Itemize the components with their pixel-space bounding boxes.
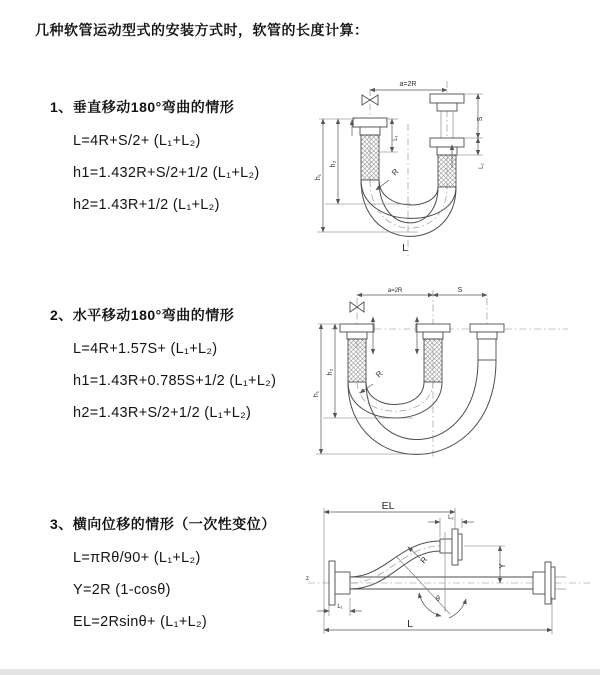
radius-leader bbox=[376, 180, 389, 190]
formula-line: h2=1.43R+S/2+1/2 (L₁+L₂) bbox=[73, 405, 252, 421]
section-1 bbox=[50, 97, 320, 221]
section-2-heading: 2、水平移动180°弯曲的情形 bbox=[50, 307, 235, 323]
axis-mark-label: z bbox=[306, 576, 309, 582]
diagram-vertical-180-bend bbox=[313, 72, 590, 267]
braided-hose-leg bbox=[361, 135, 379, 180]
hose-leg bbox=[478, 339, 496, 360]
construction-line bbox=[396, 556, 450, 614]
braided-hose-leg bbox=[438, 155, 456, 187]
dim-label-h1: h₁ bbox=[315, 173, 322, 181]
section-3 bbox=[50, 514, 320, 638]
angle-label: θ bbox=[436, 596, 440, 603]
right-flange bbox=[470, 324, 504, 339]
dim-label-a2r: a=2R bbox=[399, 81, 417, 88]
u-bend-hose bbox=[361, 180, 456, 236]
formula-line: EL=2Rsinθ+ (L₁+L₂) bbox=[73, 614, 208, 630]
formula-line: h1=1.43R+0.785S+1/2 (L₁+L₂) bbox=[73, 373, 277, 389]
diagram-horizontal-180-bend bbox=[313, 282, 592, 467]
dim-label-s: S bbox=[457, 287, 463, 294]
middle-flange bbox=[416, 324, 450, 339]
dim-label-l1: L₁ bbox=[337, 604, 343, 610]
right-flange-upper bbox=[430, 94, 464, 111]
dim-label-el: EL bbox=[381, 500, 395, 512]
dim-label-a2r: a=2R bbox=[387, 288, 403, 294]
section-2 bbox=[50, 305, 320, 429]
dim-label-h2: h₂ bbox=[327, 368, 334, 376]
dim-label-l2: L₂ bbox=[479, 163, 485, 169]
braided-hose-leg bbox=[348, 339, 366, 382]
formula-line: L=4R+1.57S+ (L₁+L₂) bbox=[73, 341, 218, 357]
u-bend-hose bbox=[348, 360, 496, 454]
formula-line: L=πRθ/90+ (L₁+L₂) bbox=[73, 550, 201, 566]
section-1-heading: 1、垂直移动180°弯曲的情形 bbox=[50, 99, 235, 115]
dim-label-l1: L₁ bbox=[393, 135, 399, 141]
radius-leader bbox=[408, 547, 420, 558]
section-3-formulas bbox=[73, 542, 320, 638]
left-flange bbox=[353, 118, 387, 135]
radius-label: R bbox=[418, 555, 430, 566]
dim-label-h2: h₂ bbox=[330, 160, 337, 168]
radius-label: R bbox=[390, 166, 401, 178]
dim-label-l2: L₂ bbox=[448, 515, 454, 521]
dim-label-h1: h₁ bbox=[313, 390, 320, 398]
radius-label: R bbox=[374, 368, 385, 380]
formula-line: h1=1.432R+S/2+1/2 (L₁+L₂) bbox=[73, 165, 260, 181]
section-2-formulas bbox=[73, 333, 320, 429]
upper-flange bbox=[440, 529, 462, 565]
formula-line: L=4R+S/2+ (L₁+L₂) bbox=[73, 133, 201, 149]
dim-label-l: L bbox=[407, 618, 413, 630]
braided-hose-leg bbox=[424, 339, 442, 382]
diagram-lateral-displacement bbox=[300, 500, 598, 650]
angle-arc bbox=[449, 599, 466, 618]
dim-label-s: S bbox=[477, 116, 484, 122]
left-flange bbox=[329, 561, 350, 605]
left-flange bbox=[340, 324, 374, 339]
page-edge bbox=[0, 669, 600, 675]
length-label: L bbox=[402, 242, 408, 254]
s-curve-hose bbox=[350, 541, 440, 589]
formula-line: Y=2R (1-cosθ) bbox=[73, 582, 171, 598]
section-3-heading: 3、横向位移的情形（一次性变位） bbox=[50, 516, 276, 532]
right-flange-lower bbox=[430, 138, 464, 155]
document-title: 几种软管运动型式的安装方式时，软管的长度计算： bbox=[35, 22, 369, 38]
dim-label-y: Y bbox=[498, 563, 507, 569]
formula-line: h2=1.43R+1/2 (L₁+L₂) bbox=[73, 197, 220, 213]
section-1-formulas bbox=[73, 125, 320, 221]
